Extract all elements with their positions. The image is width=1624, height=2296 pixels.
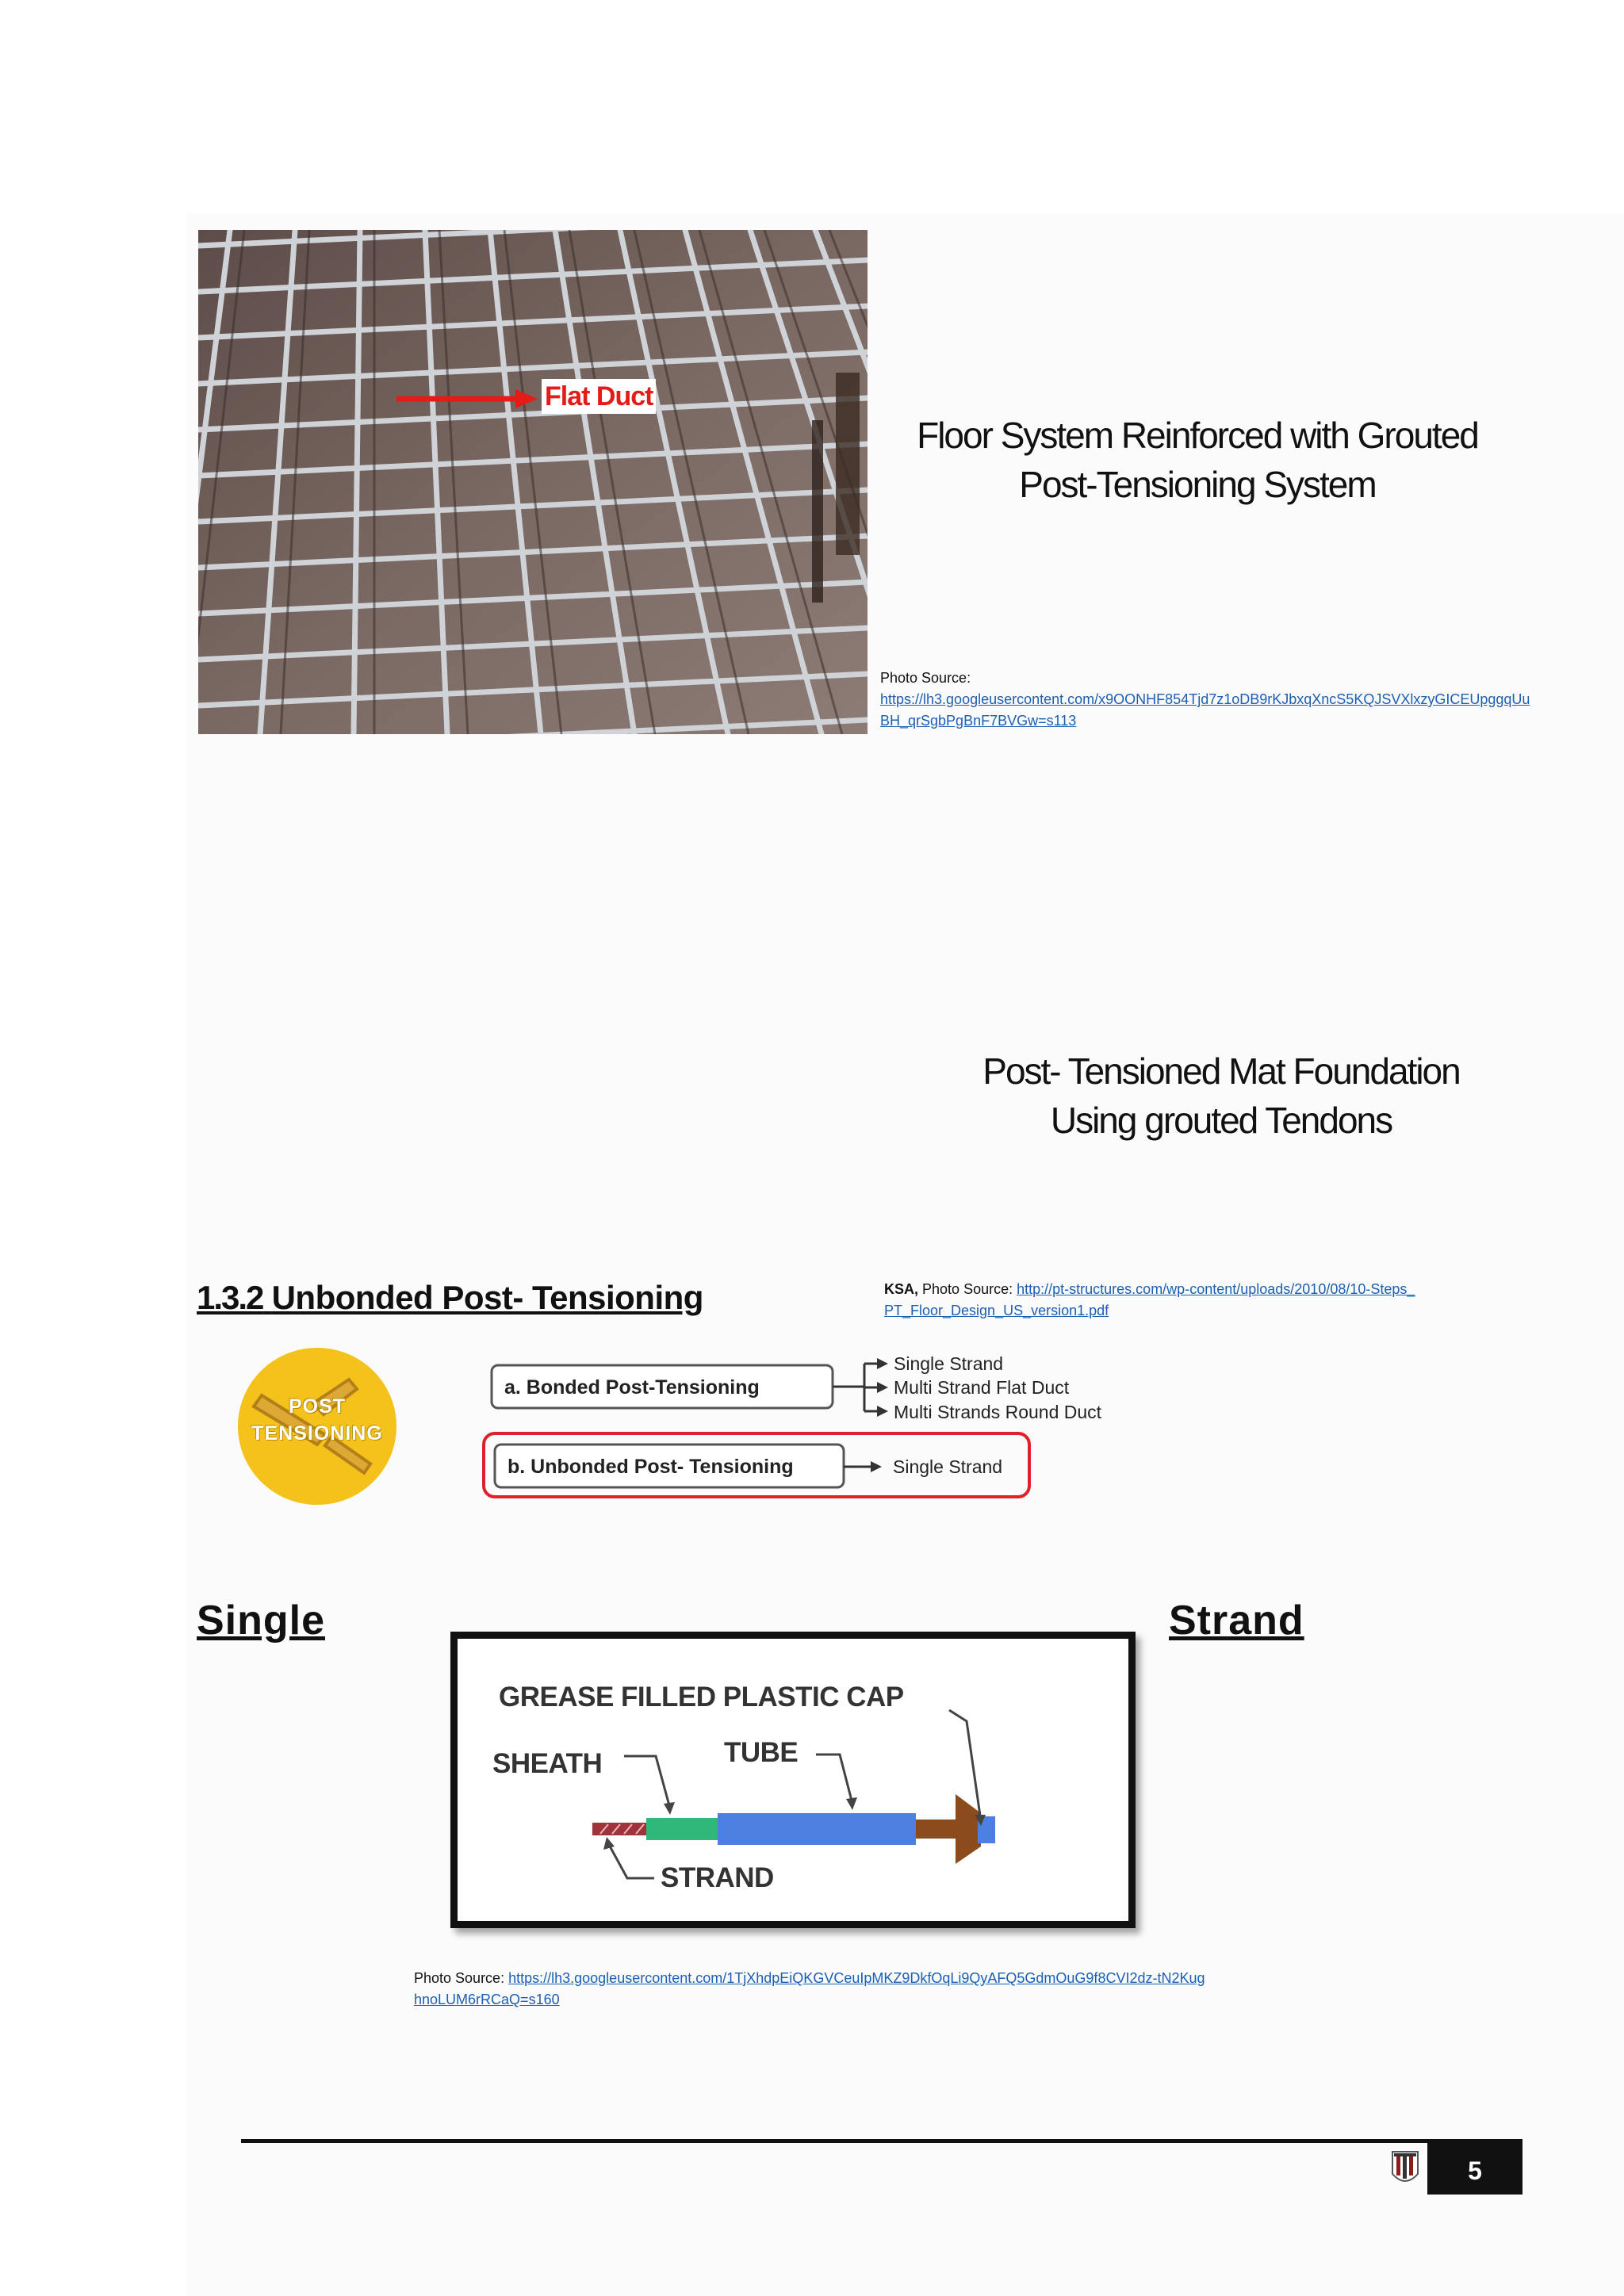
photo1-caption <box>888 411 1507 509</box>
bonded-item-single-strand: Single Strand <box>894 1353 1004 1374</box>
section-heading <box>197 1276 703 1319</box>
post-tensioning-types-diagram <box>476 1348 1126 1526</box>
photo2-caption-line1: Post- Tensioned Mat Foundation <box>982 1050 1460 1092</box>
section-number: 1.3.2 <box>197 1279 263 1316</box>
post-tensioning-logo <box>238 1348 396 1505</box>
section-source-prefix: Photo Source: <box>922 1281 1013 1297</box>
sheath-segment <box>646 1818 718 1840</box>
grease-cap-label: GREASE FILLED PLASTIC CAP <box>499 1682 904 1712</box>
pt-logo-line1: POST <box>288 1395 347 1418</box>
photo1-source-prefix: Photo Source: <box>880 670 971 686</box>
page-number: 5 <box>1427 2139 1522 2195</box>
sheath-label: SHEATH <box>492 1748 603 1779</box>
strand-source <box>414 1968 1207 2011</box>
strand-source-link[interactable]: https://lh3.googleusercontent.com/1TjXhdpEiQKGVCeuIpMKZ9DkfOqLi9QyAFQ5GdmOuG9f8CVI2dz-tN2KughnoLUM6rRCaQ=s160 <box>414 1970 1205 2007</box>
unbonded-label: b. Unbonded Post- Tensioning <box>508 1456 794 1478</box>
anchor-plate <box>956 1794 981 1864</box>
flat-duct-label: Flat Duct <box>542 379 656 414</box>
photo2-caption-line2: Using grouted Tendons <box>1050 1100 1392 1141</box>
university-crest-icon <box>1389 2150 1421 2188</box>
photo1-caption-line1: Floor System Reinforced with Grouted <box>917 415 1478 456</box>
tube-segment <box>718 1813 916 1845</box>
anchor-body <box>916 1820 956 1839</box>
strand-source-prefix: Photo Source: <box>414 1970 505 1986</box>
tendon-drawing <box>458 1639 1128 1921</box>
photo2-caption <box>912 1047 1530 1145</box>
red-arrow-icon <box>396 387 539 411</box>
bonded-item-round-duct: Multi Strands Round Duct <box>894 1402 1102 1422</box>
tube-label: TUBE <box>724 1737 799 1768</box>
section-source-bold: KSA, <box>884 1281 919 1297</box>
rebar-flat-duct-photo <box>198 230 868 734</box>
footer-rule <box>241 2139 1522 2143</box>
bonded-label: a. Bonded Post-Tensioning <box>504 1376 760 1399</box>
photo1-source-link[interactable]: https://lh3.googleusercontent.com/x9OONHF854Tjd7z1oDB9rKJbxqXncS5KQJSVXlxzyGICEUpggqUuBH_qrSgbPgBnF7BVGw=s113 <box>880 691 1530 729</box>
photo1-caption-line2: Post-Tensioning System <box>1019 464 1376 505</box>
photo1-source <box>880 668 1538 732</box>
pt-logo-line2: TENSIONING <box>251 1422 383 1445</box>
bonded-item-flat-duct: Multi Strand Flat Duct <box>894 1377 1070 1398</box>
section-source <box>884 1279 1423 1322</box>
strand-label: STRAND <box>661 1862 774 1893</box>
strand-heading-left: Single <box>197 1598 326 1644</box>
single-strand-tendon-figure <box>450 1632 1136 1928</box>
section-title: Unbonded Post- Tensioning <box>271 1279 703 1316</box>
section-source-link[interactable]: http://pt-structures.com/wp-content/uploads/2010/08/10-Steps_PT_Floor_Design_US_version1.pdf <box>884 1281 1415 1318</box>
unbonded-item-single-strand: Single Strand <box>893 1456 1003 1477</box>
strand-heading-right: Strand <box>1169 1598 1304 1644</box>
